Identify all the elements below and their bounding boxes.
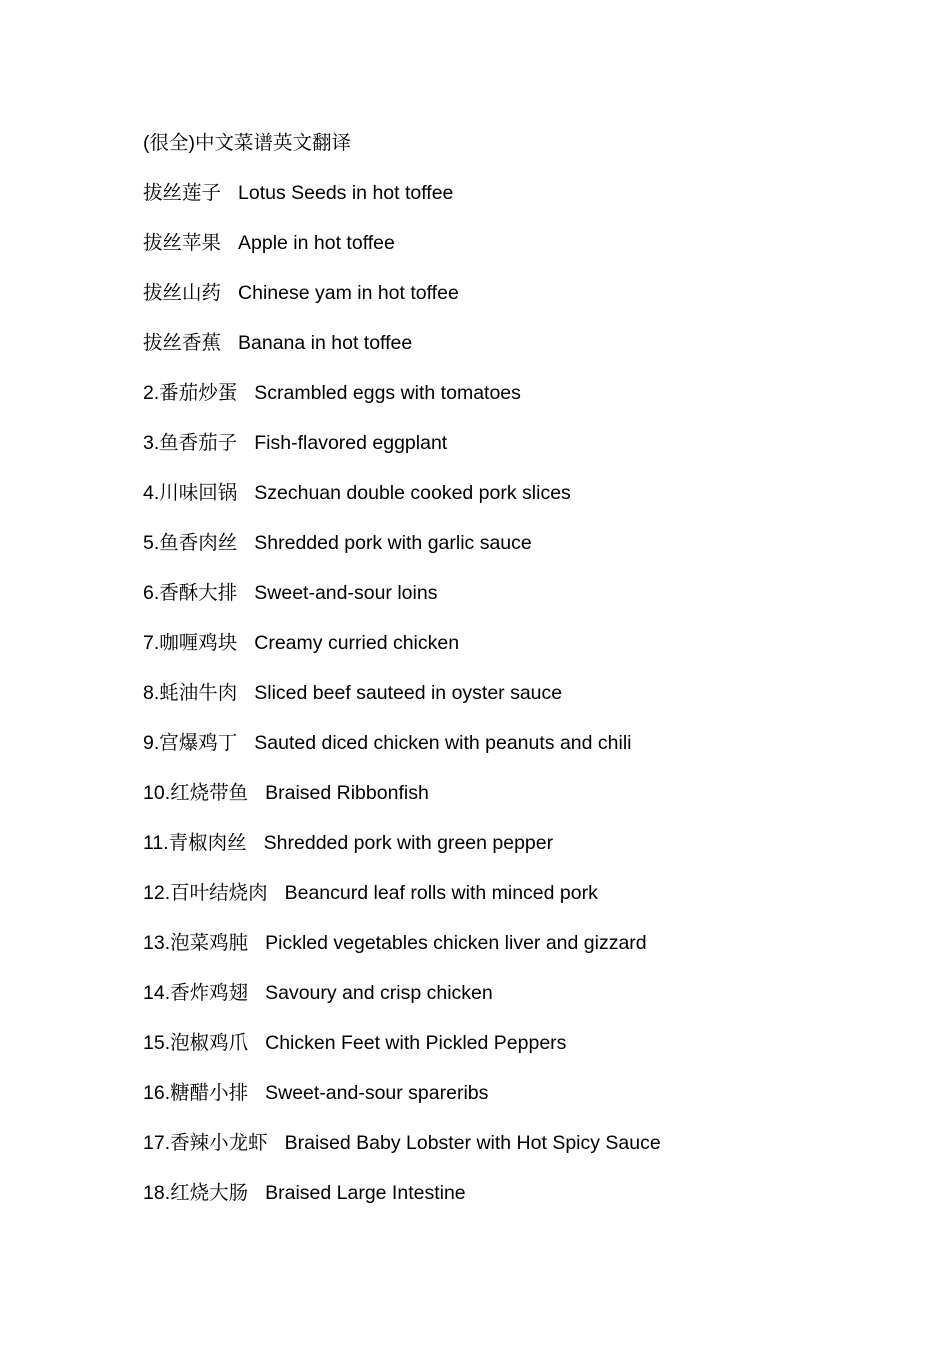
- list-item: [143, 280, 661, 330]
- list-item: [143, 880, 661, 930]
- dish-chinese-name: 2.番茄炒蛋: [143, 382, 238, 404]
- list-item: [143, 1130, 661, 1180]
- list-item: [143, 180, 661, 230]
- list-item: [143, 530, 661, 580]
- list-item: [143, 380, 661, 430]
- dish-chinese-name: 10.红烧带鱼: [143, 782, 249, 804]
- dish-chinese-name: 6.香酥大排: [143, 582, 238, 604]
- list-item: [143, 930, 661, 980]
- dish-english-name: Chinese yam in hot toffee: [238, 282, 459, 304]
- dish-chinese-name: 11.青椒肉丝: [143, 832, 247, 854]
- dish-chinese-name: 7.咖喱鸡块: [143, 632, 238, 654]
- dish-english-name: Scrambled eggs with tomatoes: [254, 382, 521, 404]
- menu-list: [143, 180, 661, 1230]
- dish-chinese-name: 拔丝山药: [143, 282, 222, 304]
- list-item: [143, 680, 661, 730]
- dish-english-name: Sauted diced chicken with peanuts and chili: [254, 732, 632, 754]
- dish-chinese-name: 14.香炸鸡翅: [143, 982, 249, 1004]
- dish-english-name: Sweet-and-sour spareribs: [265, 1082, 489, 1104]
- dish-chinese-name: 12.百叶结烧肉: [143, 882, 268, 904]
- list-item: [143, 980, 661, 1030]
- dish-chinese-name: 拔丝香蕉: [143, 332, 222, 354]
- dish-english-name: Sweet-and-sour loins: [254, 582, 438, 604]
- dish-chinese-name: 18.红烧大肠: [143, 1182, 249, 1204]
- dish-chinese-name: 16.糖醋小排: [143, 1082, 249, 1104]
- dish-chinese-name: 拔丝苹果: [143, 232, 222, 254]
- dish-english-name: Lotus Seeds in hot toffee: [238, 182, 454, 204]
- list-item: [143, 480, 661, 530]
- dish-chinese-name: 8.蚝油牛肉: [143, 682, 238, 704]
- dish-chinese-name: 13.泡菜鸡肫: [143, 932, 249, 954]
- dish-english-name: Creamy curried chicken: [254, 632, 460, 654]
- list-item: [143, 780, 661, 830]
- dish-chinese-name: 15.泡椒鸡爪: [143, 1032, 249, 1054]
- dish-chinese-name: 5.鱼香肉丝: [143, 532, 238, 554]
- dish-english-name: Braised Baby Lobster with Hot Spicy Sauce: [284, 1132, 661, 1154]
- dish-english-name: Savoury and crisp chicken: [265, 982, 493, 1004]
- list-item: [143, 1030, 661, 1080]
- dish-chinese-name: 17.香辣小龙虾: [143, 1132, 268, 1154]
- list-item: [143, 1080, 661, 1130]
- dish-english-name: Braised Large Intestine: [265, 1182, 466, 1204]
- dish-english-name: Shredded pork with green pepper: [263, 832, 554, 854]
- dish-english-name: Shredded pork with garlic sauce: [254, 532, 532, 554]
- dish-english-name: Sliced beef sauteed in oyster sauce: [254, 682, 563, 704]
- dish-english-name: Fish-flavored eggplant: [254, 432, 448, 454]
- list-item: [143, 1180, 661, 1230]
- document-title: (很全)中文菜谱英文翻译: [143, 132, 351, 154]
- dish-english-name: Pickled vegetables chicken liver and gizzard: [265, 932, 647, 954]
- list-item: [143, 830, 661, 880]
- dish-english-name: Beancurd leaf rolls with minced pork: [284, 882, 598, 904]
- dish-chinese-name: 4.川味回锅: [143, 482, 238, 504]
- list-item: [143, 580, 661, 630]
- dish-english-name: Szechuan double cooked pork slices: [254, 482, 571, 504]
- list-item: [143, 230, 661, 280]
- list-item: [143, 630, 661, 680]
- dish-chinese-name: 拔丝莲子: [143, 182, 222, 204]
- dish-english-name: Braised Ribbonfish: [265, 782, 429, 804]
- dish-chinese-name: 9.宫爆鸡丁: [143, 732, 238, 754]
- dish-english-name: Chicken Feet with Pickled Peppers: [265, 1032, 567, 1054]
- list-item: [143, 330, 661, 380]
- list-item: [143, 730, 661, 780]
- dish-english-name: Apple in hot toffee: [238, 232, 395, 254]
- dish-chinese-name: 3.鱼香茄子: [143, 432, 238, 454]
- list-item: [143, 430, 661, 480]
- dish-english-name: Banana in hot toffee: [238, 332, 413, 354]
